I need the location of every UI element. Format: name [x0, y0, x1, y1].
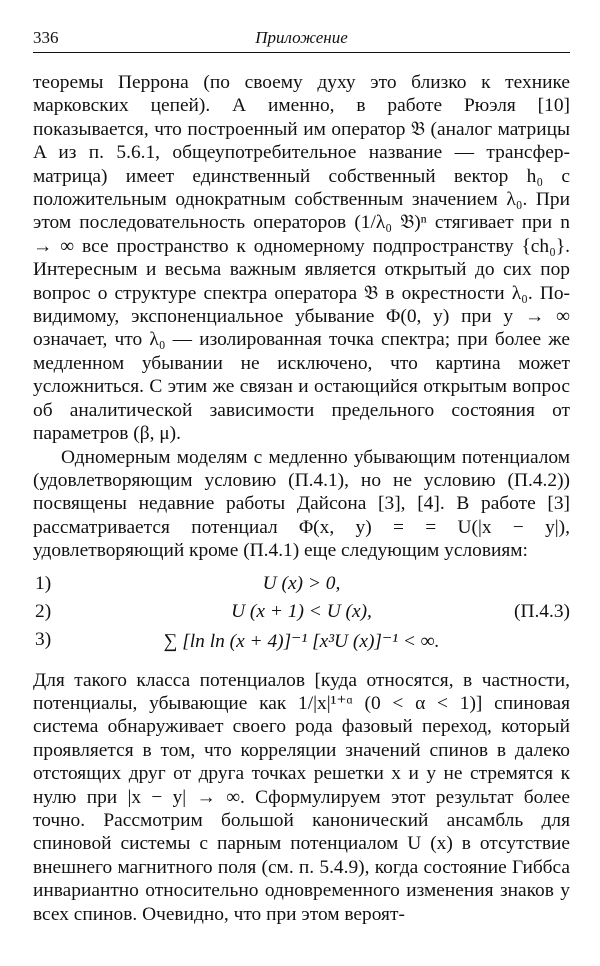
page-header	[33, 26, 570, 53]
formula-label: 1)	[35, 572, 52, 594]
paragraph-2: Одномерным моделям с медленно убывающим потенциалом (удовлетворяющим условию (П.4.1), но не условию (П.4.2)) посвящены недавние работы Дайсона [3], [4]. В работе [3] рассматривается потенциал Φ(x, y) = = U(|x − y|), удовлетворяющий кроме (П.4.1) еще следующим условиям:	[33, 446, 570, 562]
paragraph-1: теоремы Перрона (по своему духу это близко к технике марковских цепей). А именно, в работе Рюэля [10] показывается, что построенный им оператор 𝔅 (аналог матрицы A из п. 5.6.1, общеупотребительное название — трансфер-матрица) имеет единственный собственный вектор h₀ с положительным однократным собственным значением λ₀. При этом последовательность операторов (1/λ₀ 𝔅)ⁿ стягивает при n → ∞ все пространство к одномерному подпространству {ch₀}. Интересным и весьма важным является открытый до сих пор вопрос о структуре спектра оператора 𝔅 в окрестности λ₀. По-видимому, экспоненциальное убывание Φ(0, y) при y → ∞ означает, что λ₀ — изолированная точка спектра; при более же медленном убывании не исключено, что картина может усложниться. С этим же связан и остающийся открытым вопрос об аналитической зависимости предельного состояния от параметров (β, μ).	[33, 72, 570, 445]
formula-row	[33, 571, 570, 599]
formula-expression: U (x + 1) < U (x),	[231, 600, 372, 622]
formula-label: 2)	[35, 600, 52, 622]
formula-expression: ∑ [ln ln (x + 4)]⁻¹ [x³U (x)]⁻¹ < ∞.	[163, 630, 440, 652]
formula-row	[33, 627, 570, 655]
book-page	[33, 26, 570, 926]
equation-number: (П.4.3)	[513, 600, 570, 622]
formula-row	[33, 599, 570, 627]
formula-label: 3)	[35, 628, 52, 650]
formula-block	[33, 571, 570, 659]
running-title: Приложение	[255, 28, 348, 47]
body-text	[33, 71, 570, 926]
paragraph-3: Для такого класса потенциалов [куда относятся, в частности, потенциалы, убывающие как 1/|x|¹⁺ᵅ (0 < α < 1)] спиновая система обнаруживает своего рода фазовый переход, который проявляется в том, что корреляции значений спинов в далеко отстоящих друг от друга точках решетки x и y не стремятся к нулю при |x − y| → ∞. Сформулируем этот результат более точно. Рассмотрим большой канонический ансамбль для спиновой системы с парным потенциалом U (x) в отсутствие внешнего магнитного поля (см. п. 5.4.9), когда состояние Гиббса инвариантно относительно одновременного изменения знаков у всех спинов. Очевидно, что при этом вероят-	[33, 669, 570, 925]
formula-expression: U (x) > 0,	[262, 572, 341, 594]
page-number: 336	[33, 28, 59, 47]
